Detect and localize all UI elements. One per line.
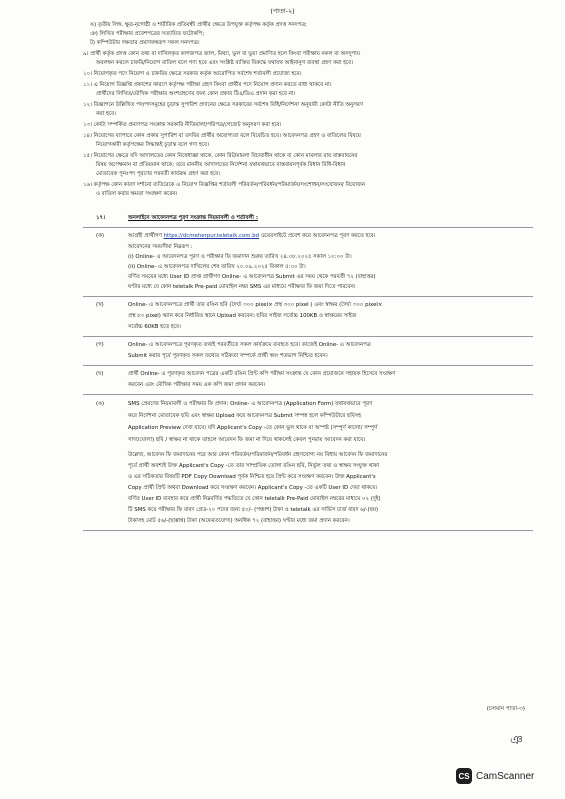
item-label: (ঘ) <box>96 371 104 377</box>
list-item: মোতাবেক পুনঃপদ পূরণের পরবর্তী কার্যক্রম গ্রহণ করা হবে। <box>96 171 221 177</box>
list-item: ঞ) লিখিত পরীক্ষার প্রবেশপত্রের সত্যায়িত ফটোকপি; <box>90 31 205 37</box>
list-item: প্রস্থ ৮০ pixel) স্ক্যান করে নির্ধারিত স্থানে Upload করবেন। ছবির সাইজ সর্বোচ্চ 100KB ও স্বাক্ষরের সাইজ <box>128 313 357 319</box>
list-item: Application Preview দেখা যাবে। যদি Applicant's Copy -তে কোন ভুল থাকে বা অস্পষ্ট (সম্পূর্ণ কালো/ সম্পূর্ণ <box>128 425 378 431</box>
list-item: Online- এ আবেদনপত্রে পূরণকৃত তথ্যই পরবর্তীতে সকল কার্যক্রমে ব্যবহৃত হবে। কাজেই Online- এ আবেদনপত্র <box>128 342 371 348</box>
list-item: ট) কম্পিউটার দক্ষতার প্রমাণকস্বরূপ সকল সনদপত্র। <box>90 40 200 46</box>
table-divider <box>83 394 533 395</box>
section-title: অনলাইনে আবেদনপত্র পূরণ সংক্রান্ত নিয়মাবলী ও শর্তাবলী : <box>128 215 258 221</box>
website-link[interactable]: https://dcmeherpur.teletalk.com.bd <box>163 233 260 239</box>
continued-page-note: (চলমান পাতা-৩) <box>486 706 525 712</box>
camscanner-label: CamScanner <box>476 770 535 782</box>
list-item: করবেন এবং মৌখিক পরীক্ষার সময় এক কপি জমা প্রদান করবেন। <box>128 382 266 388</box>
list-item: আবেদনের সময়সীমা নিম্নরূপ : <box>128 244 193 250</box>
list-item: ৯। প্রার্থী কর্তৃক প্রদত্ত কোন তথ্য বা দাখিলকৃত কাগজপত্র জাল, মিথ্যা, ভুল বা ভুয়া প্রমাণিত হলে কিংবা পরীক্ষায় নকল বা অসদুপায় <box>83 51 360 57</box>
list-item: ১৬। কর্তৃপক্ষ কোন কারণ দর্শানো ব্যতিরেকে এ নিয়োগ বিজ্ঞপ্তির শর্তাবলী পরিবর্তন/পরিবর্ধন/পরিমার্জন/সংশোধন/সংযোজন/ বিয়োজন <box>83 182 365 188</box>
list-item: ঙ) তৃতীয় লিঙ্গ, ক্ষুদ্র-নৃগোষ্ঠী ও শারীরিক প্রতিবন্ধী প্রার্থীর ক্ষেত্রে উপযুক্ত কর্তৃপক্ষ কর্তৃক প্রদত্ত সনদপত্র; <box>90 22 307 28</box>
list-item: (ii) Online- এ আবেদনপত্র দাখিলের শেষ তারিখ ২০.০৯.২০২৫ বিকাল ৫:০০ টা। <box>128 264 306 270</box>
list-item: ১১। এ নিয়োগ বিজ্ঞপ্তি প্রকাশের কারণে কর্তৃপক্ষ পরীক্ষা গ্রহণ কিংবা প্রার্থীর পদে নিয়োগ প্রদান করতে বাধ্য থাকবে না। <box>83 82 332 88</box>
list-item: ১০। নিয়োগকৃত পদে নিয়োগ ও চাকরির ক্ষেত্রে সরকার কর্তৃক আরোপিত সর্বশেষ শর্তাবলী প্রযোজ্য হবে। <box>83 71 302 77</box>
list-item: ও এর সঠিকতার বিষয়টি PDF Copy Download পূর্বক নিশ্চিত হয়ে প্রিন্ট করে সংরক্ষণ করবেন। উক্ত Applicant's <box>128 474 376 480</box>
list-item: প্রার্থী Online- এ পূরণকৃত আবেদন পত্রের একটি রঙিন প্রিন্ট কপি পরীক্ষা সংক্রান্ত যে কোন প্রয়োজনে সহায়ক হিসেবে সংরক্ষণ <box>128 371 396 377</box>
list-item: টি SMS করে পরীক্ষার ফি বাবদ গ্রেড-২০ পদের জন্য ৫০/- (পঞ্চাশ) টাকা ও teletalk এর সার্ভিস চার্জ বাবদ ৬/-(ছয়) <box>128 507 379 513</box>
camscanner-logo-icon: CS <box>456 768 472 784</box>
camscanner-watermark <box>456 768 534 784</box>
list-item: SMS প্রেরণের নিয়মাবলী ও পরীক্ষার ফি প্রদান: Online- এ আবেদনপত্র (Application Form) যথাযথভাবে পূরণ <box>128 401 373 407</box>
table-divider <box>83 336 533 337</box>
list-item: ও বাতিল করার ক্ষমতা সংরক্ষণ করেন। <box>96 191 178 197</box>
list-item: ঘণ্টার মধ্যে যে কোন teletalk Pre-paid মোবাইল নম্বর SMS এর মাধ্যমে পরীক্ষার ফি জমা দিতে পারবেন। <box>128 284 356 290</box>
list-item: সাদা/ঘোলা) ছবি / স্বাক্ষর না থাকে তাহলে আবেদন ফি জমা না দিয়ে থাকলেই কেবল পুনরায় আবেদন করা যাবে। <box>128 437 366 443</box>
table-divider <box>83 296 533 297</box>
item-label: (ক) <box>96 233 104 239</box>
list-item <box>128 233 376 240</box>
list-item: প্রার্থীদের লিখিত/মৌখিক পরীক্ষার অংশগ্রহণের জন্য কোন প্রকার টিএ/ডিএ প্রদান করা হবে না। <box>96 91 296 97</box>
item-label: (খ) <box>96 302 104 308</box>
table-divider <box>83 365 533 366</box>
text-span: ওয়েবসাইটে প্রবেশ করে আবেদনপত্র পূরণ করতে হবে। <box>259 233 376 239</box>
list-item: উল্লেখ্য, আবেদন ফি জমাদানের পরে আর কোন পরিবর্তন/পরিমার্জন/পরিবর্ধন গ্রহণযোগ্য নয় বিধায় আবেদন ফি জমাদানের <box>128 452 388 458</box>
list-item: সর্বোচ্চ 60KB হতে হবে। <box>128 324 181 330</box>
page-number-header: (পাতা-২) <box>270 7 295 15</box>
list-item: করে নির্দেশনা মোতাবেক ছবি এবং স্বাক্ষর Upload করে আবেদনপত্র Submit সম্পন্ন হলে কম্পিউটারে ছবিসহ <box>128 413 362 419</box>
list-item: বর্ণিত সময়ের মধ্যে User ID প্রাপ্ত প্রার্থীগণ Online- এ আবেদনপত্র Submit এর সময় থেকে পরবর্তী ৭২ (বাহাত্তর) <box>128 274 376 280</box>
list-item: অবলম্বন করলে চাকরি/নিয়োগ বাতিল বলে গণ্য হবে এবং সংশ্লিষ্ট ব্যক্তির বিরুদ্ধে যথাযথ আইনানুগ ব্যবস্থা গ্রহণ করা হবে। <box>96 60 354 66</box>
list-item: টাকাসহ মোট ৫৬/-(ছাপ্পান্ন) টাকা (অফেরতযোগ্য) অনধিক ৭২ (বাহাত্তর) ঘণ্টার মধ্যে জমা প্রদান করবেন। <box>128 518 350 524</box>
list-item: ১৫। নিয়োগের ক্ষেত্রে যদি আদালতের কোন নিষেধাজ্ঞা থাকে, কোন রিট/মামলা বিচারাধীন থাকে বা কোন মামলার রায় বাস্তবায়নের <box>83 153 358 159</box>
list-item: বর্ণিত User ID ব্যবহার করে প্রার্থী নিম্নবর্ণিত পদ্ধতিতে যে কোন teletalk Pre-Paid মোবাইল নম্বরের মাধ্যমে ০২ (দুই) <box>128 496 381 502</box>
list-item: ১৩। কোটা সম্পর্কিত প্রমাণপত্র সংক্রান্ত সরকারি নীতিমালা/পরিপত্র/গেজেট অনুসরণ করা হবে। <box>83 122 282 128</box>
table-divider <box>83 227 533 228</box>
list-item: ১২। বিজ্ঞাপনে উল্লিখিত পদ/পদসমূহের চূড়ান্ত সুপারিশ প্রদানের ক্ষেত্রে সরকারের সর্বশেষ বিধি/নির্দেশনা অনুযায়ী কোটা নীতি অনুসরণ <box>83 102 364 108</box>
list-item: Submit করার পূর্বে পূরণকৃত সকল তথ্যের সঠিকতা সম্পর্কে প্রার্থী স্বয়ং শতভাগ নিশ্চিত হবেন। <box>128 353 328 359</box>
signature-mark: ঞ <box>510 733 523 747</box>
list-item: করা হবে। <box>96 111 116 117</box>
section-number: ১৭। <box>96 215 105 221</box>
item-label: (গ) <box>96 342 104 348</box>
item-label: (ঙ) <box>96 401 105 407</box>
list-item: নিয়োগকারী কর্তৃপক্ষের সিদ্ধান্তই চূড়ান্ত বলে গণ্য হবে। <box>96 142 209 148</box>
text-span: আগ্রহী প্রার্থীগণ <box>128 233 164 239</box>
list-item: বিষয় অপেক্ষমান বা প্রতিয়মান থাকে; তবে মাননীয় আদালতের নির্দেশনা যথাযথভাবে বাস্তবায়নপূর্বক বিধান বিধি-বিধান <box>96 162 346 168</box>
list-item: (i) Online- এ আবেদনপত্র পূরণ ও পরীক্ষার ফি জমাদান শুরুর তারিখ ২৪.০৮.২০২৫ সকাল ১০:০০ টা। <box>128 254 352 260</box>
list-item: Copy প্রার্থী প্রিন্ট অথবা Download করে সংরক্ষণ করবেন। Applicant's Copy -তে একটি User ID দেয়া থাকবে। <box>128 485 378 491</box>
list-item: Online- এ আবেদনপত্রে প্রার্থী তার রঙিন ছবি (দৈর্ঘ্য ৩০০ pixel× প্রস্থ ৩০০ pixel ) এবং স্বাক্ষর (দৈর্ঘ্য ৩০০ pixel× <box>128 302 383 308</box>
list-item: ১৪। নিয়োগের ব্যাপারে কোন প্রকার সুপারিশ বা তদবির প্রার্থীর অযোগ্যতা বলে বিবেচিত হবে। আবেদনপত্র গ্রহণ ও বাতিলের বিষয়ে <box>83 133 361 139</box>
list-item: পূর্বে প্রার্থী অবশ্যই উক্ত Applicant's Copy -তে তার সাম্প্রতিক তোলা রঙিন ছবি, নির্ভুল তথ্য ও স্বাক্ষর সংযুক্ত থাকা <box>128 463 380 469</box>
table-divider <box>83 530 533 531</box>
